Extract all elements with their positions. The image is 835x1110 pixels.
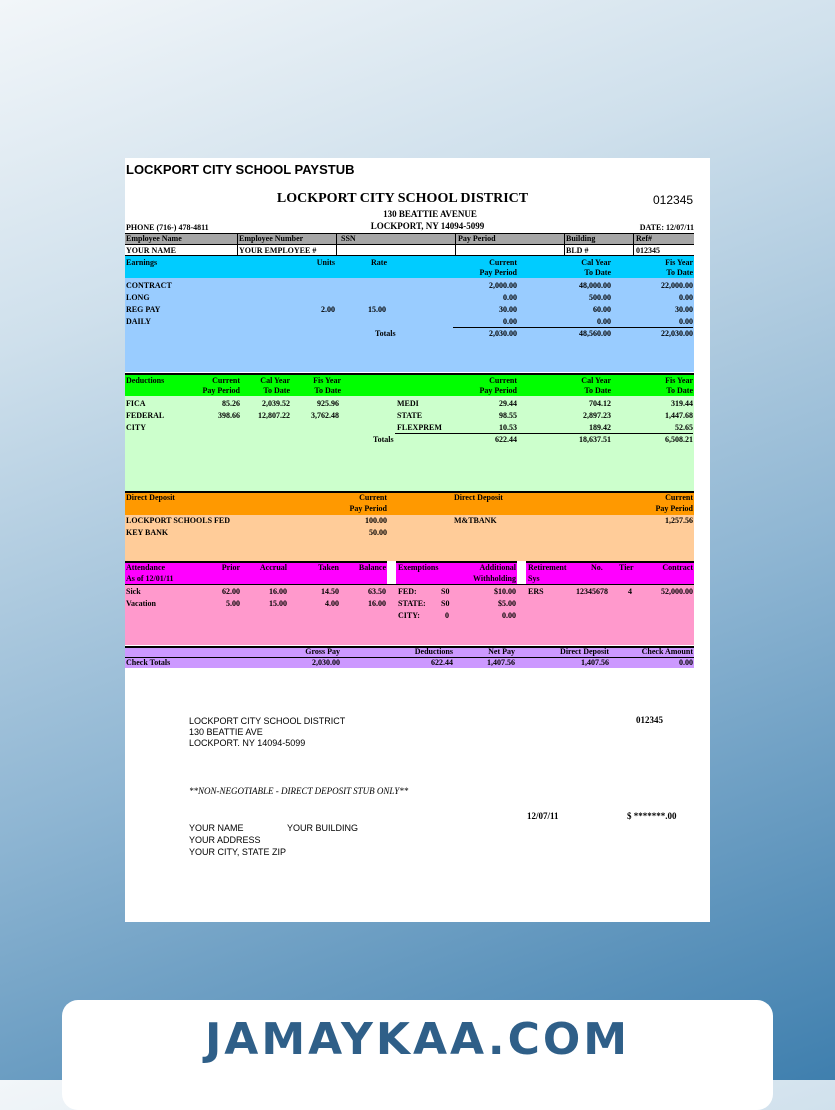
deductions-header-current: Current	[212, 376, 240, 385]
check-header-deductions: Deductions	[414, 647, 453, 656]
attendance-type: Vacation	[126, 599, 156, 608]
deduction-cal: 704.12	[589, 399, 611, 408]
attendance-header-asof: As of 12/01/11	[126, 574, 174, 583]
exemption-value: 0	[445, 611, 449, 620]
deduction-fis: 52.65	[675, 423, 693, 432]
exemptions-header-withholding: Withholding	[473, 574, 516, 583]
earnings-row-fis: 22,000.00	[661, 281, 693, 290]
earnings-row-current: 30.00	[499, 305, 517, 314]
earnings-row-cal: 60.00	[593, 305, 611, 314]
info-ref: 012345	[636, 246, 660, 255]
deductions-header-fis: Fis Year	[313, 376, 341, 385]
district-name: LOCKPORT CITY SCHOOL DISTRICT	[276, 191, 529, 206]
deduction-cal: 12,807.22	[258, 411, 290, 420]
attendance-accrual: 16.00	[269, 587, 287, 596]
stub-amount: $ *******.00	[627, 811, 677, 821]
payee-address: YOUR ADDRESS	[189, 835, 261, 845]
exemption-type: FED:	[398, 587, 417, 596]
earnings-total-fis: 22,030.00	[661, 329, 693, 338]
deductions-header-rfis2: To Date	[666, 386, 693, 395]
deduction-name: CITY	[126, 423, 147, 432]
earnings-header-units: Units	[316, 258, 335, 267]
earnings-row-name: LONG	[126, 293, 150, 302]
stub-address3: LOCKPORT. NY 14094-5099	[189, 738, 306, 748]
exemptions-header-additional: Additional	[479, 563, 516, 572]
attendance-header-prior: Prior	[221, 563, 240, 572]
check-number: 012345	[653, 193, 694, 207]
deduction-cal: 2,897.23	[583, 411, 611, 420]
attendance-accrual: 15.00	[269, 599, 287, 608]
deposit-amount: 1,257.56	[665, 516, 693, 525]
retirement-header-sys: Sys	[528, 574, 540, 583]
earnings-total-rule	[453, 327, 693, 328]
deductions-header-rcurrent2: Pay Period	[479, 386, 517, 395]
check-net: 1,407.56	[487, 658, 515, 667]
attendance-header-label: Attendance	[126, 563, 166, 572]
deductions-totals-label: Totals	[373, 435, 394, 444]
earnings-row-fis: 0.00	[679, 293, 693, 302]
earnings-row-current: 0.00	[503, 317, 517, 326]
info-divider	[633, 234, 634, 255]
info-header-ssn: SSN	[341, 234, 356, 243]
earnings-header-cal: Cal Year	[581, 258, 611, 267]
attendance-taken: 14.50	[321, 587, 339, 596]
deduction-fis: 3,762.48	[311, 411, 339, 420]
earnings-row-cal: 0.00	[597, 317, 611, 326]
earnings-total-current: 2,030.00	[489, 329, 517, 338]
earnings-row-name: DAILY	[126, 317, 152, 326]
attendance-balance: 16.00	[368, 599, 386, 608]
deduction-cal: 189.42	[589, 423, 611, 432]
payee-city: YOUR CITY, STATE ZIP	[189, 847, 287, 857]
deductions-header-label: Deductions	[126, 376, 165, 385]
payee-building: YOUR BUILDING	[287, 823, 359, 833]
earnings-header-current2: Pay Period	[479, 268, 517, 277]
deposit-bank: LOCKPORT SCHOOLS FED	[126, 516, 231, 525]
deductions-total-fis: 6,508.21	[665, 435, 693, 444]
earnings-header-rate: Rate	[371, 258, 387, 267]
earnings-row-cal: 500.00	[589, 293, 611, 302]
doc-title: LOCKPORT CITY SCHOOL PAYSTUB	[126, 162, 355, 177]
exemption-additional: $10.00	[494, 587, 516, 596]
deductions-header-rcal2: To Date	[584, 386, 611, 395]
earnings-row-name: CONTRACT	[126, 281, 172, 290]
info-building: BLD #	[566, 246, 589, 255]
deposit-amount: 50.00	[369, 528, 387, 537]
deductions-total-cal: 18,637.51	[579, 435, 611, 444]
earnings-header-fis: Fis Year	[665, 258, 693, 267]
earnings-header-cal2: To Date	[584, 268, 611, 277]
earnings-row-fis: 0.00	[679, 317, 693, 326]
info-header-name: Employee Name	[126, 234, 182, 243]
earnings-row-units: 2.00	[321, 305, 335, 314]
info-name: YOUR NAME	[126, 246, 176, 255]
footer-site-name[interactable]: JAMAYKAA.COM	[204, 1014, 631, 1065]
footer-banner	[62, 1000, 773, 1110]
attendance-taken: 4.00	[325, 599, 339, 608]
exemption-type: STATE:	[398, 599, 426, 608]
deductions-header-cal: Cal Year	[260, 376, 290, 385]
info-divider	[237, 234, 238, 255]
stub-date: 12/07/11	[527, 811, 559, 821]
earnings-totals-label: Totals	[375, 329, 396, 338]
deductions-header-fis2: To Date	[314, 386, 341, 395]
deposit-amount: 100.00	[365, 516, 387, 525]
paystub-document	[125, 158, 710, 922]
retirement-header-tier: Tier	[619, 563, 634, 572]
earnings-row-cal: 48,000.00	[579, 281, 611, 290]
deposit-bank: KEY BANK	[126, 528, 169, 537]
earnings-header-current: Current	[489, 258, 517, 267]
deduction-cal: 2,039.52	[262, 399, 290, 408]
deductions-header-cal2: To Date	[263, 386, 290, 395]
deduction-name: MEDI	[397, 399, 419, 408]
attendance-header-taken: Taken	[317, 563, 339, 572]
info-header-building: Building	[566, 234, 596, 243]
earnings-header-label: Earnings	[126, 258, 158, 267]
info-header-row	[125, 233, 694, 245]
deduction-fis: 319.44	[671, 399, 693, 408]
deposit-header-current: Current	[359, 493, 387, 502]
exemption-type: CITY:	[398, 611, 420, 620]
deduction-name: FLEXPREM	[397, 423, 442, 432]
check-header-net: Net Pay	[488, 647, 515, 656]
deposit-header-left: Direct Deposit	[126, 493, 175, 502]
attendance-prior: 5.00	[226, 599, 240, 608]
attendance-type: Sick	[126, 587, 141, 596]
retirement-header-contract: Contract	[662, 563, 693, 572]
attendance-header-balance: Balance	[358, 563, 386, 572]
info-value-row	[125, 245, 694, 256]
exemption-additional: $5.00	[498, 599, 516, 608]
deductions-header-current2: Pay Period	[202, 386, 240, 395]
check-header-dd: Direct Deposit	[560, 647, 609, 656]
retirement-number: 12345678	[576, 587, 608, 596]
deductions-header-rfis: Fis Year	[665, 376, 693, 385]
deposit-header-rcurrent2: Pay Period	[655, 504, 693, 513]
stub-address2: 130 BEATTIE AVE	[189, 727, 263, 737]
info-divider	[336, 234, 337, 255]
deduction-current: 85.26	[222, 399, 240, 408]
check-totals-label: Check Totals	[126, 658, 171, 667]
info-number: YOUR EMPLOYEE #	[239, 246, 317, 255]
deductions-total-rule	[395, 433, 693, 434]
check-header-gross: Gross Pay	[305, 647, 340, 656]
earnings-row-current: 2,000.00	[489, 281, 517, 290]
deduction-name: FEDERAL	[126, 411, 165, 420]
attendance-header-accrual: Accrual	[259, 563, 287, 572]
attendance-prior: 62.00	[222, 587, 240, 596]
deposit-header-rcurrent: Current	[665, 493, 693, 502]
stub-number: 012345	[636, 715, 663, 725]
attendance-rule	[125, 584, 694, 585]
exemptions-header-label: Exemptions	[398, 563, 439, 572]
deduction-current: 98.55	[499, 411, 517, 420]
check-gross: 2,030.00	[312, 658, 340, 667]
deduction-current: 398.66	[218, 411, 240, 420]
deduction-current: 29.44	[499, 399, 517, 408]
deduction-name: STATE	[397, 411, 423, 420]
district-address2: LOCKPORT, NY 14094-5099	[370, 221, 485, 231]
deposit-header-right: Direct Deposit	[454, 493, 503, 502]
deduction-fis: 925.96	[317, 399, 339, 408]
exemption-value: S0	[441, 587, 450, 596]
earnings-row-fis: 30.00	[675, 305, 693, 314]
deposit-header-current2: Pay Period	[349, 504, 387, 513]
earnings-row-name: REG PAY	[126, 305, 161, 314]
retirement-contract: 52,000.00	[661, 587, 693, 596]
check-header-amount: Check Amount	[641, 647, 693, 656]
check-deductions: 622.44	[431, 658, 453, 667]
deductions-header-rcal: Cal Year	[581, 376, 611, 385]
earnings-header-fis2: To Date	[666, 268, 693, 277]
stub-address1: LOCKPORT CITY SCHOOL DISTRICT	[189, 716, 346, 726]
check-dd: 1,407.56	[581, 658, 609, 667]
info-header-number: Employee Number	[239, 234, 304, 243]
retirement-header-label: Retirement	[528, 563, 567, 572]
deduction-fis: 1,447.68	[665, 411, 693, 420]
payee-name: YOUR NAME	[189, 823, 244, 833]
retirement-tier: 4	[628, 587, 632, 596]
retirement-sys: ERS	[528, 587, 544, 596]
check-amount: 0.00	[679, 658, 693, 667]
info-header-period: Pay Period	[458, 234, 496, 243]
exemption-additional: 0.00	[502, 611, 516, 620]
earnings-row-current: 0.00	[503, 293, 517, 302]
stub-notice: **NON-NEGOTIABLE - DIRECT DEPOSIT STUB ONLY**	[189, 786, 409, 796]
deposit-bank: M&TBANK	[454, 516, 497, 525]
attendance-balance: 63.50	[368, 587, 386, 596]
earnings-row-rate: 15.00	[368, 305, 386, 314]
earnings-total-cal: 48,560.00	[579, 329, 611, 338]
phone: PHONE (716-) 478-4811	[126, 223, 209, 232]
deposit-header-band	[125, 491, 694, 515]
retirement-header-no: No.	[591, 563, 603, 572]
deduction-current: 10.53	[499, 423, 517, 432]
info-divider	[455, 234, 456, 255]
pay-date: DATE: 12/07/11	[639, 223, 694, 232]
info-header-ref: Ref#	[636, 234, 652, 243]
deductions-header-rcurrent: Current	[489, 376, 517, 385]
deduction-name: FICA	[126, 399, 146, 408]
exemption-value: S0	[441, 599, 450, 608]
district-address1: 130 BEATTIE AVENUE	[383, 209, 477, 219]
deductions-total-current: 622.44	[495, 435, 517, 444]
info-divider	[564, 234, 565, 255]
